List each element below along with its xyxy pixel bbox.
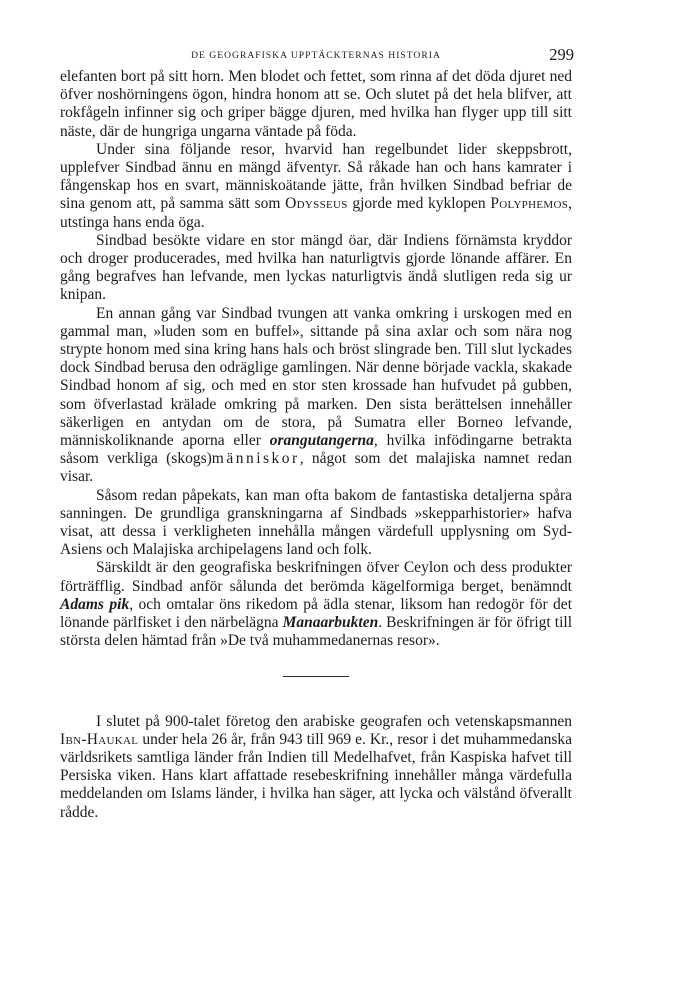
paragraph-ibn-haukal [60, 713, 572, 822]
term-adams-pik: Adams pik [60, 595, 130, 613]
text-run: En annan gång var Sindbad tvungen att vanka omkring i urskogen med en gammal man, »luden som en buffel», sittande på sina axlar och som nära nog strypte honom med sina kring hans hals och bröst slingrade ben. Till slut lyckades dock Sindbad berusa den odräglige gamlingen. När denne började vackla, skakade Sindbad honom af sig, och med en stor sten krossade han hufvudet på gubben, som öfverlastad krälade omkring på marken. Den sista berättelsen innehåller säkerligen en antydan om de stora, på Sumatra eller Borneo lefvande, människoliknande aporna eller [60, 304, 572, 450]
name-odysseus: Odysseus [285, 195, 348, 213]
section-divider [283, 676, 349, 677]
paragraph-ceylon [60, 559, 572, 650]
paragraph-truth: Såsom redan påpekats, kan man ofta bakom de fantastiska detaljerna spåra sanningen. De grundliga granskningarna af Sindbads »skepparhistorier» hafva visat, att dessa i verkligheten innehålla mången värdefull upplysning om Syd-Asiens och Malajiska archipelagens land och folk. [60, 486, 572, 559]
text-run: under hela 26 år, från 943 till 969 e. Kr., resor i det muhammedanska världsrikets samtliga länder från Indien till Medelhafvet, från Kaspiska hafvet till Persiska viken. Hans klart affattade resebeskrifning innehåller många värdefulla meddelanden om Islams länder, i hvilka han säger, att lycka och välstånd öfverallt rådde. [60, 730, 572, 821]
ibn-haukal-section [60, 713, 572, 822]
text-run: , något som det malajiska namnet redan visar. [60, 450, 572, 486]
paragraph-old-man [60, 305, 572, 487]
text-run: , utstinga hans enda öga. [60, 195, 572, 231]
book-page [60, 40, 572, 822]
text-run: I slutet på 900-talet företog den arabiske geografen och vetenskapsmannen [96, 712, 572, 730]
text-run: . Beskrifningen är för öfrigt till största delen hämtad från »De två muhammedanernas resor». [60, 614, 572, 650]
text-run: Under sina följande resor, hvarvid han regelbundet lider skeppsbrott, upplefver Sindbad ännu en mängd äfventyr. Så råkade han och hans kamrater i fångenskap hos en svart, människoätande jätte, från hvilken Sindbad befriar de sina genom att, på samma sätt som [60, 140, 572, 213]
running-head [60, 40, 572, 68]
name-ibn-haukal: Ibn-Haukal [60, 730, 139, 748]
running-title: DE GEOGRAFISKA UPPTÄCKTERNAS HISTORIA [191, 50, 441, 61]
text-run: , och omtalar öns rikedom på ädla stenar, liksom han redogör för det lönande pärlfisket i den närbelägna [60, 595, 572, 632]
name-polyphemos: Polyphemos [490, 195, 569, 213]
paragraph-shipwrecks [60, 141, 572, 232]
page-number: 299 [549, 45, 574, 64]
paragraph-islands: Sindbad besökte vidare en stor mängd öar, där Indiens förnämsta kryddor och droger producerades, med hvilka han naturligtvis gjorde lönande affärer. En gång begrafves han lefvande, men lyckas naturligtvis ändå slutligen reda sig ur knipan. [60, 231, 572, 304]
text-run: , hvilka infödingarne betrakta såsom verkliga (skogs) [60, 432, 572, 468]
term-manaarbukten: Manaarbukten [282, 614, 379, 632]
paragraph-continued: elefanten bort på sitt horn. Men blodet och fettet, som rinna af det döda djuret ned öfver noshörningens ögon, hindra honom att se. Och slutet på det hela blifver, att rokfågeln infinner sig och griper bägge djuren, med hvilka han flyger upp till sitt näste, där de hungriga ungarna väntade på föda. [60, 68, 572, 140]
term-manniskor: människor [211, 450, 300, 468]
text-run: Särskildt är den geografiska beskrifningen öfver Ceylon och dess produkter förträfflig. Sindbad anför sålunda det berömda kägelformiga berget, benämndt [60, 559, 572, 595]
term-orangutangerna: orangutangerna [269, 432, 374, 450]
text-run: gjorde med kyklopen [347, 195, 491, 213]
sindbad-section [60, 68, 572, 651]
